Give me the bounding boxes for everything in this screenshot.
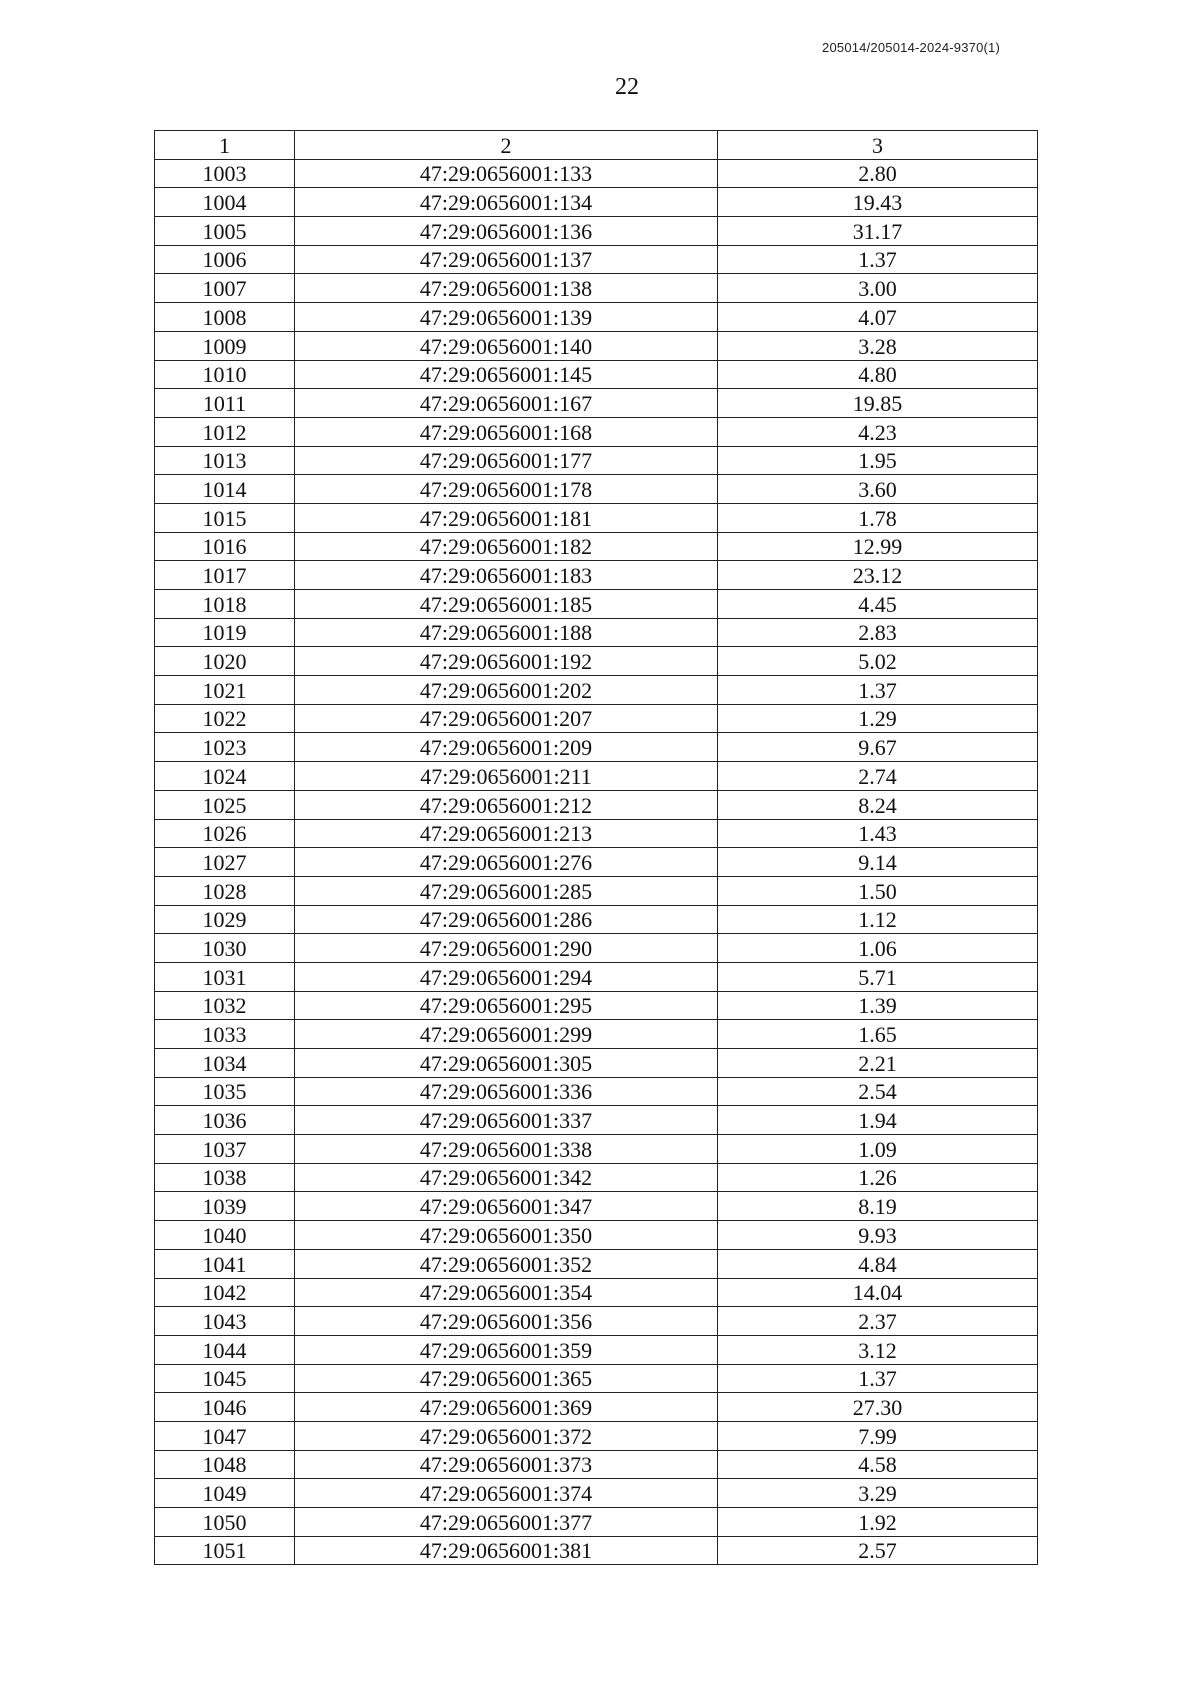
value-cell: 1.65 [718,1020,1038,1049]
value-cell: 1.37 [718,245,1038,274]
row-number-cell: 1012 [155,417,295,446]
cadastral-number-cell: 47:29:0656001:211 [295,762,718,791]
cadastral-number-cell: 47:29:0656001:209 [295,733,718,762]
table-row [155,1049,1038,1078]
value-cell: 2.21 [718,1049,1038,1078]
row-number-cell: 1044 [155,1335,295,1364]
column-header-1: 1 [155,131,295,160]
table-row [155,159,1038,188]
table-row [155,1163,1038,1192]
cadastral-number-cell: 47:29:0656001:299 [295,1020,718,1049]
value-cell: 1.78 [718,503,1038,532]
cadastral-number-cell: 47:29:0656001:212 [295,790,718,819]
row-number-cell: 1010 [155,360,295,389]
value-cell: 4.84 [718,1249,1038,1278]
table-row [155,590,1038,619]
value-cell: 19.85 [718,389,1038,418]
cadastral-number-cell: 47:29:0656001:294 [295,962,718,991]
cadastral-number-cell: 47:29:0656001:373 [295,1450,718,1479]
cadastral-number-cell: 47:29:0656001:202 [295,676,718,705]
table-row [155,274,1038,303]
cadastral-number-cell: 47:29:0656001:377 [295,1508,718,1537]
row-number-cell: 1028 [155,876,295,905]
cadastral-number-cell: 47:29:0656001:290 [295,934,718,963]
value-cell: 8.19 [718,1192,1038,1221]
cadastral-number-cell: 47:29:0656001:286 [295,905,718,934]
cadastral-number-cell: 47:29:0656001:133 [295,159,718,188]
table-row [155,676,1038,705]
cadastral-number-cell: 47:29:0656001:185 [295,590,718,619]
row-number-cell: 1022 [155,704,295,733]
row-number-cell: 1005 [155,217,295,246]
row-number-cell: 1027 [155,848,295,877]
value-cell: 1.06 [718,934,1038,963]
row-number-cell: 1003 [155,159,295,188]
value-cell: 1.37 [718,1364,1038,1393]
column-header-2: 2 [295,131,718,160]
row-number-cell: 1006 [155,245,295,274]
value-cell: 3.29 [718,1479,1038,1508]
cadastral-number-cell: 47:29:0656001:145 [295,360,718,389]
value-cell: 19.43 [718,188,1038,217]
table-row [155,733,1038,762]
row-number-cell: 1042 [155,1278,295,1307]
table-row [155,1364,1038,1393]
table-row [155,1106,1038,1135]
table-row [155,245,1038,274]
row-number-cell: 1009 [155,331,295,360]
table-row [155,1249,1038,1278]
document-code: 205014/205014-2024-9370(1) [822,40,1000,55]
row-number-cell: 1040 [155,1221,295,1250]
cadastral-number-cell: 47:29:0656001:374 [295,1479,718,1508]
value-cell: 1.12 [718,905,1038,934]
table-row [155,1450,1038,1479]
table-row [155,1421,1038,1450]
value-cell: 1.29 [718,704,1038,733]
table-row [155,1536,1038,1565]
value-cell: 2.83 [718,618,1038,647]
table-row [155,962,1038,991]
cadastral-number-cell: 47:29:0656001:167 [295,389,718,418]
row-number-cell: 1018 [155,590,295,619]
value-cell: 23.12 [718,561,1038,590]
cadastral-number-cell: 47:29:0656001:342 [295,1163,718,1192]
cadastral-number-cell: 47:29:0656001:192 [295,647,718,676]
table-row [155,303,1038,332]
value-cell: 8.24 [718,790,1038,819]
cadastral-number-cell: 47:29:0656001:188 [295,618,718,647]
table-row [155,1192,1038,1221]
cadastral-number-cell: 47:29:0656001:181 [295,503,718,532]
row-number-cell: 1046 [155,1393,295,1422]
value-cell: 5.71 [718,962,1038,991]
cadastral-number-cell: 47:29:0656001:182 [295,532,718,561]
value-cell: 1.92 [718,1508,1038,1537]
table-row [155,561,1038,590]
column-header-3: 3 [718,131,1038,160]
row-number-cell: 1025 [155,790,295,819]
row-number-cell: 1029 [155,905,295,934]
table-row [155,1278,1038,1307]
cadastral-number-cell: 47:29:0656001:295 [295,991,718,1020]
cadastral-number-cell: 47:29:0656001:338 [295,1135,718,1164]
table-row [155,503,1038,532]
row-number-cell: 1047 [155,1421,295,1450]
row-number-cell: 1007 [155,274,295,303]
value-cell: 1.50 [718,876,1038,905]
value-cell: 27.30 [718,1393,1038,1422]
value-cell: 3.00 [718,274,1038,303]
table-row [155,905,1038,934]
value-cell: 9.67 [718,733,1038,762]
value-cell: 1.26 [718,1163,1038,1192]
cadastral-number-cell: 47:29:0656001:305 [295,1049,718,1078]
table-row [155,1335,1038,1364]
table-row [155,360,1038,389]
cadastral-number-cell: 47:29:0656001:183 [295,561,718,590]
cadastral-number-cell: 47:29:0656001:369 [295,1393,718,1422]
cadastral-number-cell: 47:29:0656001:139 [295,303,718,332]
table-row [155,389,1038,418]
cadastral-number-cell: 47:29:0656001:365 [295,1364,718,1393]
row-number-cell: 1011 [155,389,295,418]
row-number-cell: 1031 [155,962,295,991]
row-number-cell: 1041 [155,1249,295,1278]
value-cell: 4.80 [718,360,1038,389]
table-row [155,1135,1038,1164]
row-number-cell: 1017 [155,561,295,590]
cadastral-number-cell: 47:29:0656001:207 [295,704,718,733]
row-number-cell: 1043 [155,1307,295,1336]
value-cell: 4.23 [718,417,1038,446]
cadastral-number-cell: 47:29:0656001:336 [295,1077,718,1106]
cadastral-number-cell: 47:29:0656001:178 [295,475,718,504]
cadastral-number-cell: 47:29:0656001:352 [295,1249,718,1278]
cadastral-number-cell: 47:29:0656001:140 [295,331,718,360]
table-row [155,1221,1038,1250]
row-number-cell: 1014 [155,475,295,504]
row-number-cell: 1036 [155,1106,295,1135]
value-cell: 2.37 [718,1307,1038,1336]
row-number-cell: 1026 [155,819,295,848]
value-cell: 1.37 [718,676,1038,705]
table-row [155,417,1038,446]
cadastral-number-cell: 47:29:0656001:138 [295,274,718,303]
row-number-cell: 1020 [155,647,295,676]
table-row [155,1020,1038,1049]
cadastral-number-cell: 47:29:0656001:337 [295,1106,718,1135]
cadastral-number-cell: 47:29:0656001:356 [295,1307,718,1336]
table-row [155,1077,1038,1106]
row-number-cell: 1023 [155,733,295,762]
row-number-cell: 1038 [155,1163,295,1192]
row-number-cell: 1049 [155,1479,295,1508]
row-number-cell: 1051 [155,1536,295,1565]
table-row [155,991,1038,1020]
table-row [155,876,1038,905]
table-row [155,217,1038,246]
table-row [155,819,1038,848]
table-header-row [155,131,1038,160]
row-number-cell: 1039 [155,1192,295,1221]
table-row [155,532,1038,561]
table-row [155,934,1038,963]
value-cell: 1.94 [718,1106,1038,1135]
cadastral-number-cell: 47:29:0656001:372 [295,1421,718,1450]
row-number-cell: 1013 [155,446,295,475]
table-row [155,1479,1038,1508]
row-number-cell: 1021 [155,676,295,705]
cadastral-number-cell: 47:29:0656001:137 [295,245,718,274]
value-cell: 9.93 [718,1221,1038,1250]
row-number-cell: 1032 [155,991,295,1020]
cadastral-number-cell: 47:29:0656001:350 [295,1221,718,1250]
table-row [155,1393,1038,1422]
cadastral-number-cell: 47:29:0656001:136 [295,217,718,246]
value-cell: 1.43 [718,819,1038,848]
value-cell: 31.17 [718,217,1038,246]
value-cell: 2.57 [718,1536,1038,1565]
value-cell: 5.02 [718,647,1038,676]
row-number-cell: 1035 [155,1077,295,1106]
cadastral-number-cell: 47:29:0656001:381 [295,1536,718,1565]
value-cell: 2.74 [718,762,1038,791]
row-number-cell: 1004 [155,188,295,217]
cadastral-number-cell: 47:29:0656001:276 [295,848,718,877]
table-row [155,848,1038,877]
row-number-cell: 1034 [155,1049,295,1078]
value-cell: 1.39 [718,991,1038,1020]
cadastral-number-cell: 47:29:0656001:354 [295,1278,718,1307]
table-row [155,475,1038,504]
cadastral-number-cell: 47:29:0656001:168 [295,417,718,446]
row-number-cell: 1037 [155,1135,295,1164]
value-cell: 3.60 [718,475,1038,504]
cadastral-number-cell: 47:29:0656001:177 [295,446,718,475]
row-number-cell: 1008 [155,303,295,332]
value-cell: 14.04 [718,1278,1038,1307]
cadastral-number-cell: 47:29:0656001:213 [295,819,718,848]
table-row [155,331,1038,360]
value-cell: 1.09 [718,1135,1038,1164]
row-number-cell: 1015 [155,503,295,532]
value-cell: 3.12 [718,1335,1038,1364]
value-cell: 2.54 [718,1077,1038,1106]
row-number-cell: 1033 [155,1020,295,1049]
value-cell: 12.99 [718,532,1038,561]
data-table [154,130,1038,1565]
row-number-cell: 1016 [155,532,295,561]
row-number-cell: 1048 [155,1450,295,1479]
table-row [155,1508,1038,1537]
value-cell: 1.95 [718,446,1038,475]
table-row [155,446,1038,475]
page-number: 22 [615,74,639,100]
table-row [155,647,1038,676]
row-number-cell: 1024 [155,762,295,791]
value-cell: 7.99 [718,1421,1038,1450]
cadastral-number-cell: 47:29:0656001:285 [295,876,718,905]
cadastral-number-cell: 47:29:0656001:134 [295,188,718,217]
table-body [155,159,1038,1565]
table-row [155,704,1038,733]
value-cell: 4.07 [718,303,1038,332]
table-row [155,188,1038,217]
value-cell: 2.80 [718,159,1038,188]
row-number-cell: 1050 [155,1508,295,1537]
cadastral-number-cell: 47:29:0656001:359 [295,1335,718,1364]
row-number-cell: 1030 [155,934,295,963]
row-number-cell: 1019 [155,618,295,647]
table-row [155,762,1038,791]
table-row [155,618,1038,647]
value-cell: 3.28 [718,331,1038,360]
cadastral-number-cell: 47:29:0656001:347 [295,1192,718,1221]
table-row [155,1307,1038,1336]
row-number-cell: 1045 [155,1364,295,1393]
table-row [155,790,1038,819]
value-cell: 4.45 [718,590,1038,619]
value-cell: 9.14 [718,848,1038,877]
value-cell: 4.58 [718,1450,1038,1479]
